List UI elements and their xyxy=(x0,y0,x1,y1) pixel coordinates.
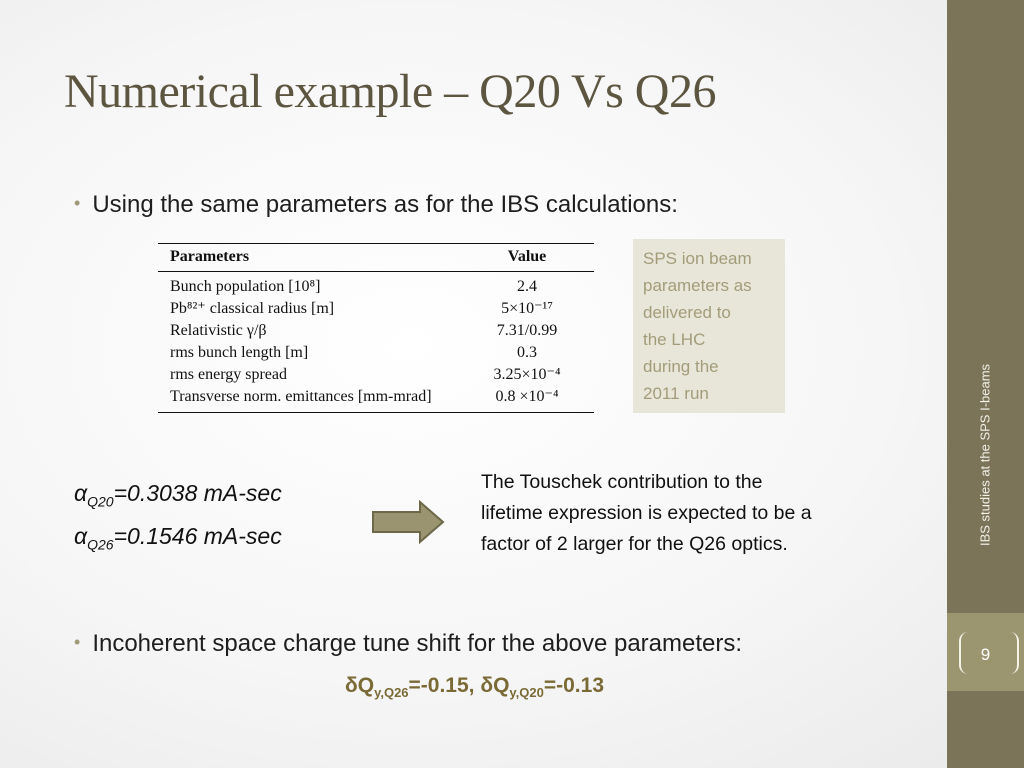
touschek-line: lifetime expression is expected to be a xyxy=(481,502,812,524)
table-header-row xyxy=(158,244,594,271)
sps-beam-note-box xyxy=(633,239,785,413)
touschek-note xyxy=(481,467,901,560)
table-row xyxy=(158,320,594,342)
tune-subscript: y,Q20 xyxy=(509,685,544,701)
bullet-text: Using the same parameters as for the IBS calculations: xyxy=(92,191,678,218)
touschek-line: factor of 2 larger for the Q26 optics. xyxy=(481,533,788,555)
bullet-text: Incoherent space charge tune shift for the above parameters: xyxy=(92,630,743,657)
parameters-table xyxy=(158,243,594,413)
alpha-q26 xyxy=(74,523,282,553)
table-row xyxy=(158,276,594,298)
alpha-symbol: α xyxy=(74,480,88,506)
touschek-line: The Touschek contribution to the xyxy=(481,471,763,493)
slide-title: Numerical example – Q20 Vs Q26 xyxy=(64,65,716,118)
right-arrow-icon xyxy=(372,500,446,544)
table-row xyxy=(158,386,594,408)
note-line: SPS ion beam xyxy=(643,249,752,268)
tune-symbol: δQ xyxy=(480,674,510,697)
note-line: the LHC xyxy=(643,330,706,349)
param-name: Transverse norm. emittances [mm-mrad] xyxy=(170,388,432,405)
param-value: 3.25×10⁻⁴ xyxy=(493,366,561,383)
note-line: delivered to xyxy=(643,303,731,322)
tune-value: =-0.13 xyxy=(543,674,605,697)
param-name: Bunch population [10⁸] xyxy=(170,278,321,295)
tune-subscript: y,Q26 xyxy=(374,685,409,701)
param-value: 7.31/0.99 xyxy=(496,322,558,339)
tune-shift-values xyxy=(345,674,604,700)
header-value: Value xyxy=(507,248,547,265)
tune-symbol: δQ xyxy=(345,674,375,697)
slide-number: 9 xyxy=(980,645,991,664)
bullet-dot-icon: • xyxy=(74,193,81,213)
tune-value: =-0.15, xyxy=(408,674,481,697)
table-row xyxy=(158,298,594,320)
table-row xyxy=(158,342,594,364)
alpha-subscript: Q20 xyxy=(87,493,114,510)
table-row xyxy=(158,364,594,386)
alpha-symbol: α xyxy=(74,523,88,549)
param-value: 0.3 xyxy=(517,344,537,361)
alpha-q20 xyxy=(74,480,282,510)
param-name: rms bunch length [m] xyxy=(170,344,309,361)
alpha-value: =0.3038 mA-sec xyxy=(113,480,282,506)
note-line: during the xyxy=(643,357,719,376)
bullet-dot-icon: • xyxy=(74,632,81,652)
sidebar-footer-text: IBS studies at the SPS I-beams xyxy=(977,363,993,547)
table-body xyxy=(158,272,594,412)
table-bottom-rule xyxy=(158,412,594,413)
bullet-ibs-parameters xyxy=(74,191,678,219)
param-name: rms energy spread xyxy=(170,366,287,383)
note-line: 2011 run xyxy=(643,384,709,403)
param-value: 0.8 ×10⁻⁴ xyxy=(495,388,559,405)
header-parameters: Parameters xyxy=(170,248,250,265)
param-name: Pb⁸²⁺ classical radius [m] xyxy=(170,300,335,317)
alpha-subscript: Q26 xyxy=(87,536,114,553)
param-name: Relativistic γ/β xyxy=(170,322,267,339)
note-line: parameters as xyxy=(643,276,752,295)
alpha-value: =0.1546 mA-sec xyxy=(113,523,282,549)
param-value: 5×10⁻¹⁷ xyxy=(501,300,553,317)
bullet-space-charge xyxy=(74,630,742,658)
param-value: 2.4 xyxy=(517,278,537,295)
